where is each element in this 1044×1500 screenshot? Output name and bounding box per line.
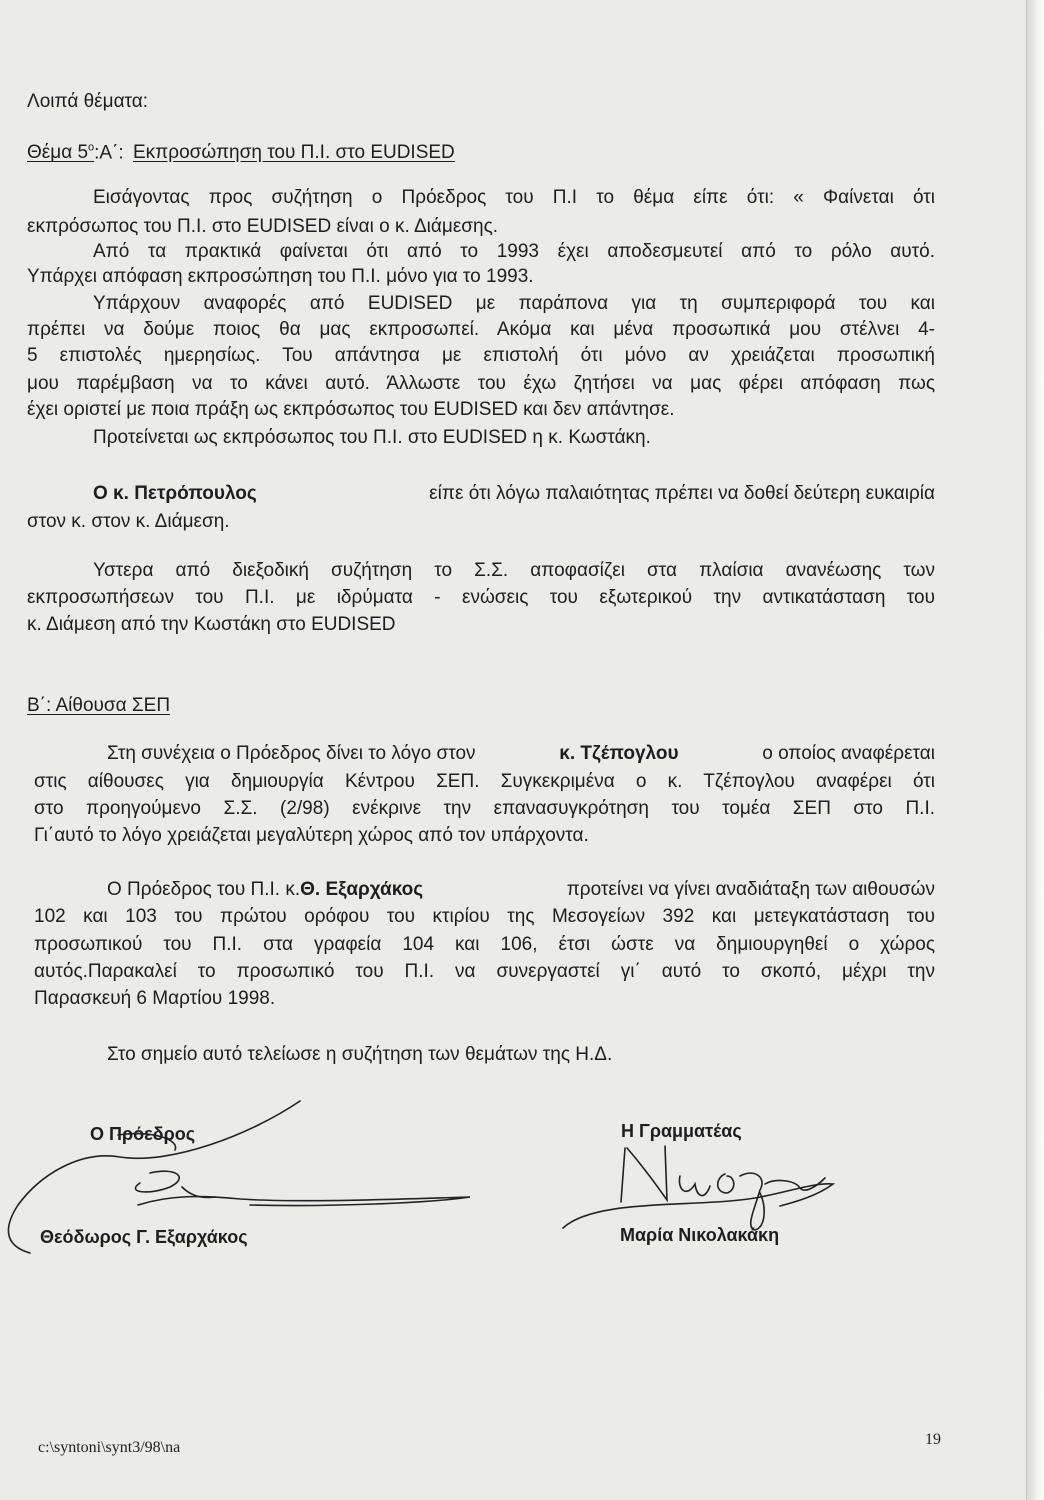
paragraph-line: στον κ. στον κ. Διάμεση. xyxy=(27,511,230,532)
speaker-statement: είπε ότι λόγω παλαιότητας πρέπει να δοθεί δεύτερη ευκαιρία xyxy=(429,483,935,504)
decision-line: κ. Διάμεση από την Κωστάκη στο EUDISED xyxy=(27,614,396,635)
speaker-name: κ. Τζέπογλου xyxy=(559,743,679,764)
decision-line: Υστερα από διεξοδική συζήτηση το Σ.Σ. αποφασίζει στα πλαίσια ανανέωσης των xyxy=(93,560,935,581)
topic-a-number: Θέμα $5^o$ xyxy=(27,142,95,164)
paragraph-line: Υπάρχει απόφαση εκπροσώπηση του Π.Ι. μόνο για το 1993. xyxy=(27,266,534,287)
topic-a-heading-text: Εκπροσώπηση του Π.Ι. στο EUDISED xyxy=(133,142,455,164)
paragraph-line: αυτός.Παρακαλεί το προσωπικό του Π.Ι. να συνεργαστεί γι΄ αυτό το σκοπό, μέχρι την xyxy=(34,961,935,982)
paragraph-line: 102 και 103 του πρώτου ορόφου του κτιρίου της Μεσογείων 392 και μετεγκατάσταση του xyxy=(34,906,935,927)
paragraph-line: στο προηγούμενο Σ.Σ. (2/98) ενέκρινε την επανασυγκρότηση του τομέα ΣΕΠ στο Π.Ι. xyxy=(34,798,935,819)
text-span: προτείνει να γίνει αναδιάταξη των αιθουσών xyxy=(566,879,935,900)
paragraph-line: Από τα πρακτικά φαίνεται ότι από το 1993 έχει αποδεσμευτεί από το ρόλο αυτό. xyxy=(93,241,935,262)
paragraph-line: 5 επιστολές ημερησίως. Του απάντησα με επιστολή ότι μόνο αν χρειάζεται προσωπική xyxy=(27,345,935,366)
text-span: ο οποίος αναφέρεται xyxy=(762,743,935,764)
right-signature-name: Μαρία Νικολακάκη xyxy=(620,1225,780,1245)
page-edge xyxy=(1026,0,1044,1500)
left-signature-title: Ο Πρόεδρος xyxy=(90,1124,196,1144)
paragraph-line: προσωπικού του Π.Ι. στα γραφεία 104 και 106, έτσι ώστε να δημιουργηθεί ο χώρος xyxy=(34,934,935,955)
decision-line: εκπροσωπήσεων του Π.Ι. με ιδρύματα - ενώσεις του εξωτερικού την αντικατάσταση του xyxy=(27,587,935,608)
footer-file-path: c:\syntoni\synt3/98\na xyxy=(38,1439,181,1456)
closing-line: Στο σημείο αυτό τελείωσε η συζήτηση των θεμάτων της Η.Δ. xyxy=(107,1044,613,1065)
paragraph-line: πρέπει να δούμε ποιος θα μας εκπροσωπεί. Ακόμα και μένα προσωπικά μου στέλνει 4- xyxy=(27,319,935,340)
paragraph-line: εκπρόσωπος του Π.Ι. στο EUDISED είναι ο κ. Διάμεσης. xyxy=(27,216,499,237)
text-span: Ο Πρόεδρος του Π.Ι. κ.Θ. Εξαρχάκος xyxy=(107,879,424,900)
paragraph-line: μου παρέμβαση να το κάνει αυτό. Άλλωστε του έχω ζητήσει να μας φέρει απόφαση πως xyxy=(27,373,935,394)
paragraph-line: Προτείνεται ως εκπρόσωπος του Π.Ι. στο EUDISED η κ. Κωστάκη. xyxy=(93,427,651,448)
topic-b-title: Β΄: Αίθουσα ΣΕΠ xyxy=(27,695,171,716)
speaker-name: Θ. Εξαρχάκος xyxy=(300,879,424,900)
topic-a-title xyxy=(27,136,455,165)
petropoulos-line xyxy=(93,482,935,506)
paragraph-line xyxy=(107,878,935,902)
paragraph-line: στις αίθουσες για δημιουργία Κέντρου ΣΕΠ. Συγκεκριμένα ο κ. Τζέπογλου αναφέρει ότι xyxy=(34,771,935,792)
left-signature-name: Θεόδωρος Γ. Εξαρχάκος xyxy=(40,1227,248,1247)
left-handwritten-signature xyxy=(0,1095,520,1265)
paragraph-line: Παρασκευή 6 Μαρτίου 1998. xyxy=(34,988,276,1009)
right-handwritten-signature xyxy=(555,1138,885,1248)
paragraph-line: Εισάγοντας προς συζήτηση ο Πρόεδρος του Π.Ι το θέμα είπε ότι: « Φαίνεται ότι xyxy=(93,187,935,208)
paragraph-line: Γι΄αυτό το λόγο χρειάζεται μεγαλύτερη χώρος από τον υπάρχοντα. xyxy=(34,825,589,846)
section-heading: Λοιπά θέματα: xyxy=(27,91,149,112)
page-number: 19 xyxy=(925,1431,941,1448)
paragraph-line: Υπάρχουν αναφορές από EUDISED με παράπονα για τη συμπεριφορά του και xyxy=(93,293,935,314)
topic-a-part: :Α΄: xyxy=(94,142,124,164)
paragraph-line xyxy=(107,742,935,766)
text-span: Στη συνέχεια ο Πρόεδρος δίνει το λόγο στον xyxy=(107,743,476,764)
paragraph-line: έχει οριστεί με ποια πράξη ως εκπρόσωπος του EUDISED και δεν απάντησε. xyxy=(27,399,675,420)
speaker-name: Ο κ. Πετρόπουλος xyxy=(93,483,257,504)
right-signature-title: Η Γραμματέας xyxy=(621,1121,742,1141)
